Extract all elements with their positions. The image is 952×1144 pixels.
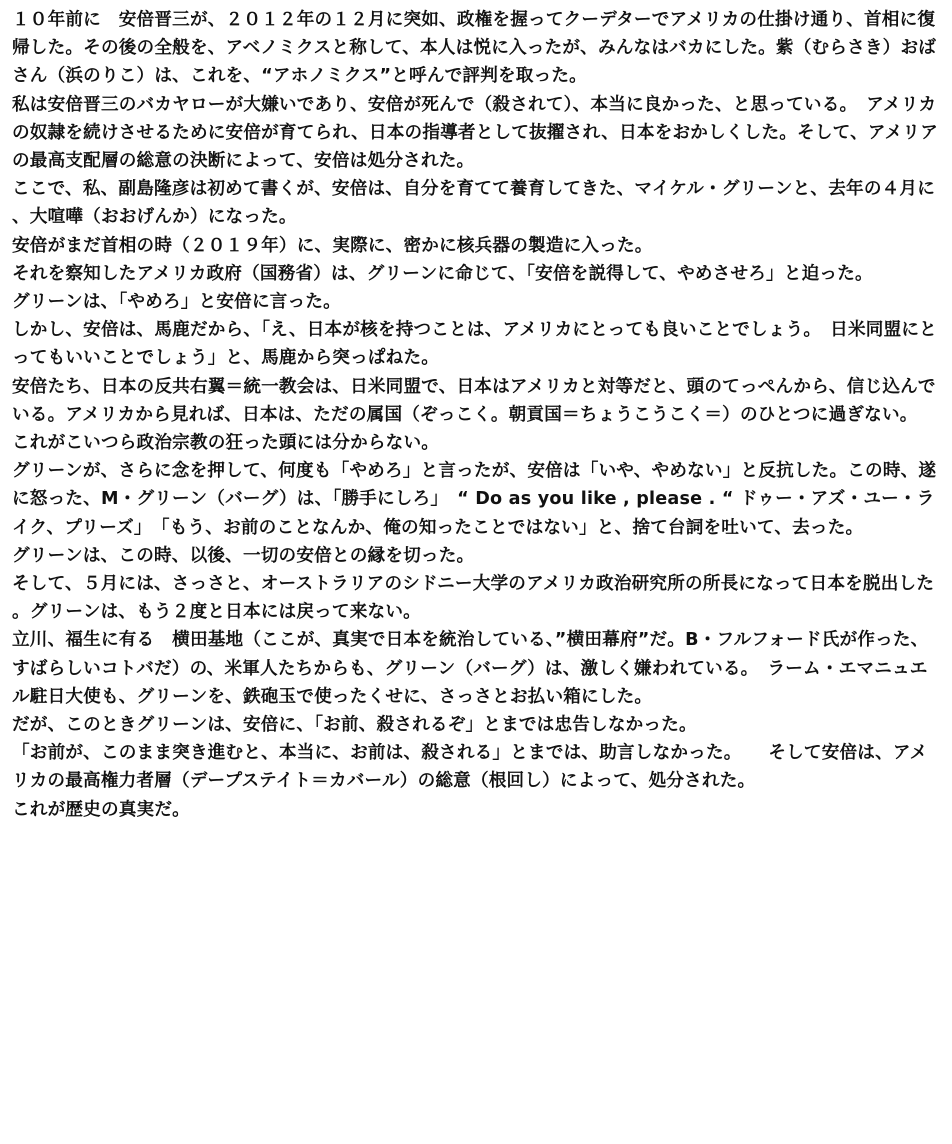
paragraph-4: 安倍がまだ首相の時（２０１９年）に、実際に、密かに核兵器の製造に入った。	[12, 235, 653, 256]
paragraph-1: １０年前に 安倍晋三が、２０１２年の１２月に突如、政権を握ってクーデターでアメリカの仕掛け通り、首相に復帰した。その後の全般を、アベノミクスと称して、本人は悦に入ったが、みんなはバカにした。紫（むらさき）おばさん（浜のりこ）は、これを、“アホノミクス”と呼んで評判を取った。	[12, 10, 937, 87]
paragraph-5: それを察知したアメリカ政府（国務省）は、グリーンに命じて、「安倍を説得して、やめさせろ」と迫った。	[12, 263, 873, 284]
paragraph-12: そして、５月には、さっさと、オーストラリアのシドニー大学のアメリカ政治研究所の所長になって日本を脱出した。グリーンは、もう２度と日本には戻って来ない。	[12, 574, 935, 623]
paragraph-9: これがこいつら政治宗教の狂った頭には分からない。	[12, 433, 440, 454]
paragraph-10: グリーンが、さらに念を押して、何度も「やめろ」と言ったが、安倍は「いや、やめない」と反抗した。この時、遂に怒った、M・グリーン（バーグ）は、「勝手にしろ」 “ Do as you like , please . “ ドゥー・アズ・ユー・ライク、プリーズ」 「もう、お前のことなんか、俺の知ったことではない」と、捨て台詞を吐いて、去った。	[12, 461, 937, 538]
paragraph-8: 安倍たち、日本の反共右翼＝統一教会は、日米同盟で、日本はアメリカと対等だと、頭のてっぺんから、信じ込んでいる。アメリカから見れば、日本は、ただの属国（ぞっこく。朝貢国＝ちょうこうこく＝）のひとつに過ぎない。	[12, 376, 936, 425]
paragraph-14: だが、このときグリーンは、安倍に、「お前、殺されるぞ」とまでは忠告しなかった。	[12, 715, 697, 736]
paragraph-6: グリーンは、「やめろ」と安倍に言った。	[12, 292, 341, 313]
paragraph-3: ここで、私、副島隆彦は初めて書くが、安倍は、自分を育てて養育してきた、マイケル・グリーンと、去年の４月に、大喧嘩（おおげんか）になった。	[12, 179, 935, 228]
paragraph-16: これが歴史の真実だ。	[12, 799, 190, 820]
paragraph-2: 私は安倍晋三のバカヤローが大嫌いであり、安倍が死んで（殺されて）、本当に良かった、と思っている。 アメリカの奴隷を続けさせるために安倍が育てられ、日本の指導者として抜擢され、日本をおかしくした。そして、アメリアの最高支配層の総意の決断によって、安倍は処分された。	[12, 94, 938, 172]
paragraph-13: 立川、福生に有る 横田基地（ここが、真実で日本を統治している、”横田幕府”だ。B・フルフォード氏が作った、すばらしいコトバだ）の、米軍人たちからも、グリーン（バーグ）は、激しく嫌われている。 ラーム・エマニュエル駐日大使も、グリーンを、鉄砲玉で使ったくせに、さっさとお払い箱にした。	[12, 630, 929, 707]
paragraph-7: しかし、安倍は、馬鹿だから、「え、日本が核を持つことは、アメリカにとっても良いことでしょう。 日米同盟にとってもいいことでしょう」と、馬鹿から突っぱねた。	[12, 320, 937, 369]
paragraph-15: 「お前が、このまま突き進むと、本当に、お前は、殺される」とまでは、助言しなかった。 そして安倍は、アメリカの最高権力者層（デープステイト＝カバール）の総意（根回し）によって、処分された。	[12, 743, 928, 792]
paragraph-11: グリーンは、この時、以後、一切の安倍との縁を切った。	[12, 545, 475, 566]
